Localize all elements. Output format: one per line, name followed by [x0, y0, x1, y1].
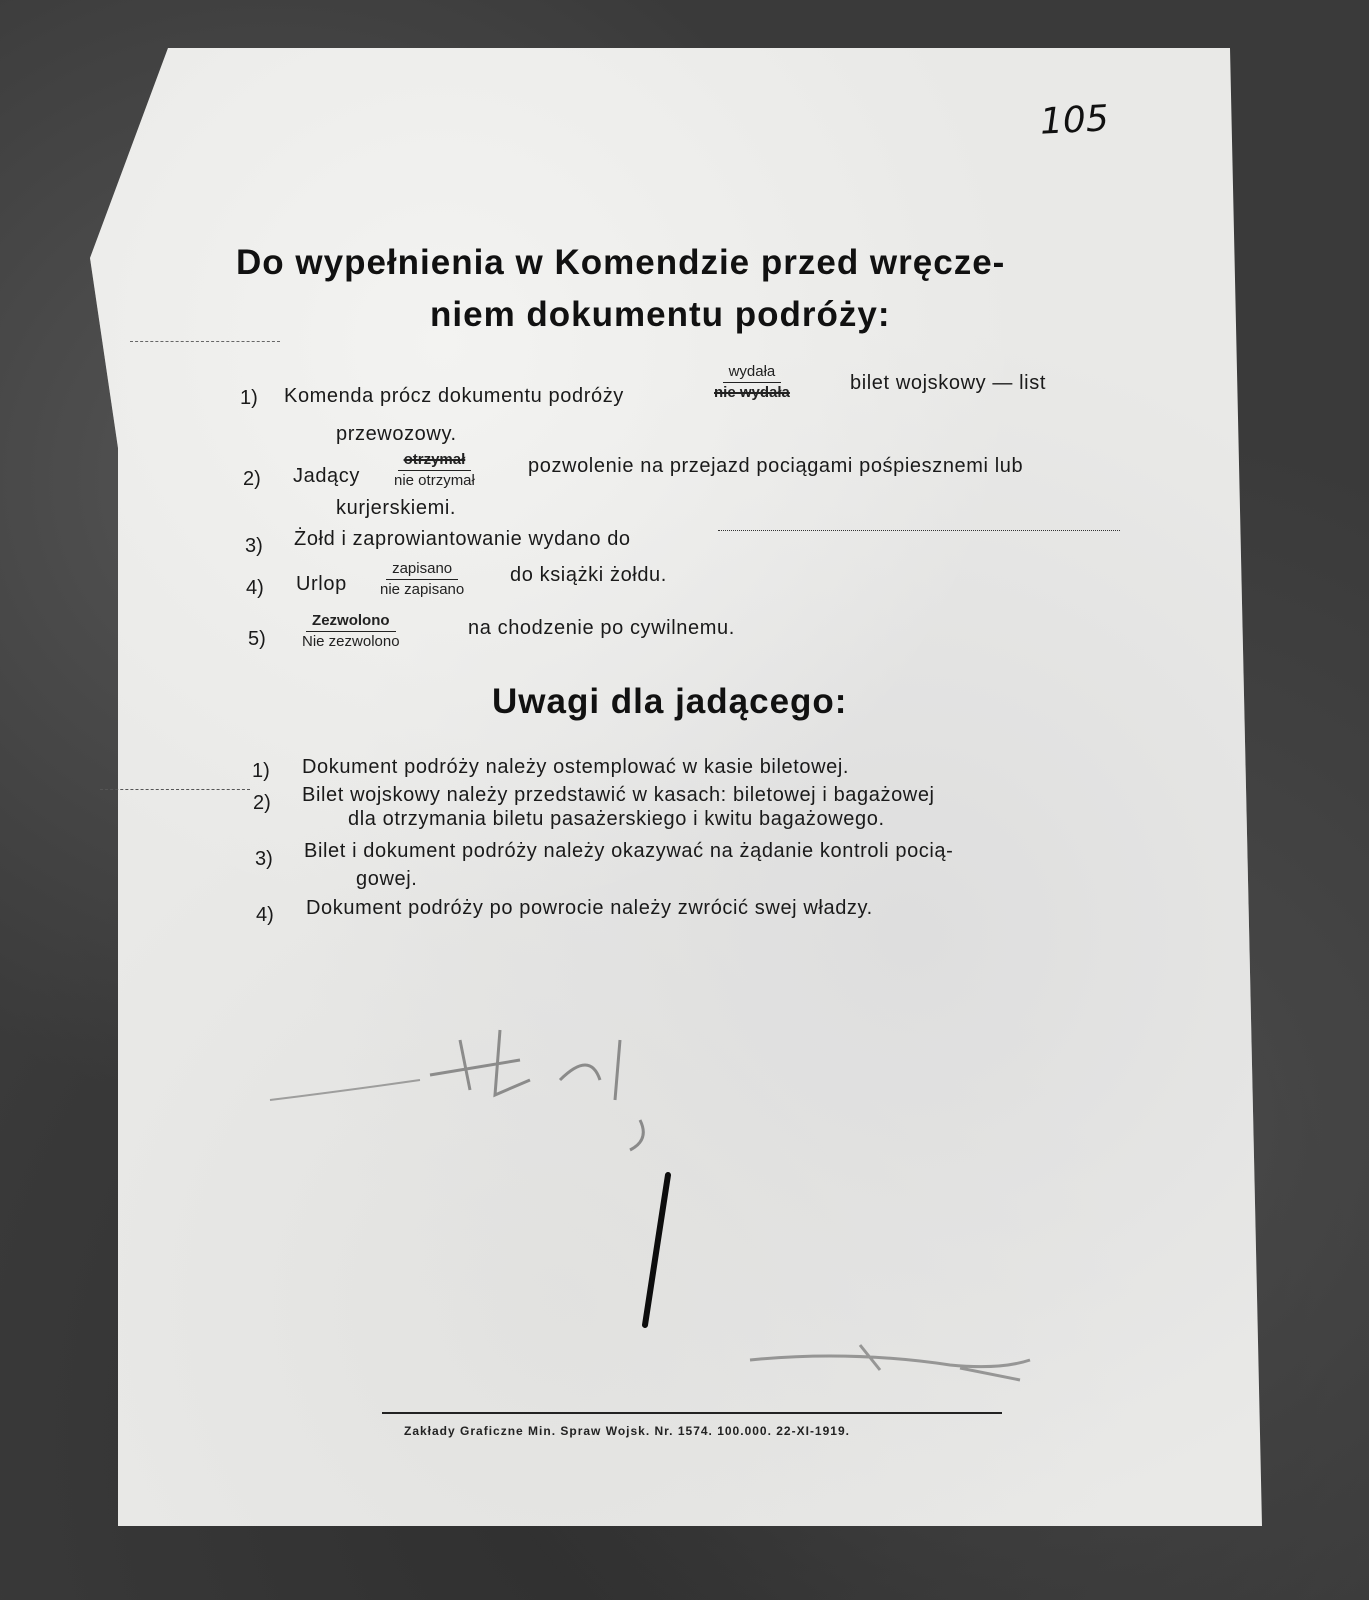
printer-imprint: Zakłady Graficzne Min. Spraw Wojsk. Nr. 1574. 100.000. 22-XI-1919.	[404, 1424, 850, 1438]
item-2-continuation: kurjerskiemi.	[336, 497, 457, 519]
item-2-text-after: pozwolenie na przejazd pociągami pośpiesznemi lub	[528, 455, 1024, 477]
item-4-text: Urlop	[296, 573, 347, 595]
note-2-number: 2)	[253, 792, 271, 814]
item-4-fraction-bottom: nie zapisano	[380, 581, 465, 598]
note-1-text: Dokument podróży należy ostemplować w kasie biletowej.	[302, 756, 850, 778]
item-5-number: 5)	[248, 628, 266, 650]
item-2-fraction-top: otrzymał	[398, 452, 472, 471]
item-4-text-after: do książki żołdu.	[510, 564, 667, 586]
notes-heading: Uwagi dla jadącego:	[492, 682, 848, 721]
item-1-continuation: przewozowy.	[336, 423, 457, 445]
item-1-text-after: bilet wojskowy — list	[850, 372, 1046, 394]
form-heading-line-1: Do wypełnienia w Komendzie przed wręcze-	[236, 243, 1006, 282]
item-5-fraction-bottom: Nie zezwolono	[302, 633, 400, 650]
note-1-number: 1)	[252, 760, 270, 782]
item-2-number: 2)	[243, 468, 261, 490]
item-1-fraction-bottom: nie wydała	[714, 384, 790, 401]
item-1-text: Komenda prócz dokumentu podróży	[284, 385, 624, 407]
item-3-number: 3)	[245, 535, 263, 557]
note-3-number: 3)	[255, 848, 273, 870]
note-3-continuation: gowej.	[356, 868, 418, 890]
item-1-number: 1)	[240, 387, 258, 409]
note-2-continuation: dla otrzymania biletu pasażerskiego i kwitu bagażowego.	[348, 808, 885, 830]
item-5-fraction-top: Zezwolono	[306, 613, 396, 632]
note-4-text: Dokument podróży po powrocie należy zwrócić swej władzy.	[306, 897, 873, 919]
item-2-text: Jadący	[293, 465, 360, 487]
imprint-rule	[382, 1412, 1002, 1414]
item-4-fraction-top: zapisano	[386, 561, 458, 580]
folio-number: 105	[1038, 98, 1110, 143]
note-3-text: Bilet i dokument podróży należy okazywać na żądanie kontroli pocią-	[304, 840, 954, 862]
note-2-text: Bilet wojskowy należy przedstawić w kasach: biletowej i bagażowej	[302, 784, 935, 806]
item-1-fraction-top: wydała	[723, 364, 782, 383]
item-4-number: 4)	[246, 577, 264, 599]
item-3-text: Żołd i zaprowiantowanie wydano do	[294, 528, 631, 550]
item-5-text-after: na chodzenie po cywilnemu.	[468, 617, 735, 639]
item-2-fraction-bottom: nie otrzymał	[394, 472, 475, 489]
note-4-number: 4)	[256, 904, 274, 926]
form-heading-line-2: niem dokumentu podróży:	[430, 295, 891, 334]
